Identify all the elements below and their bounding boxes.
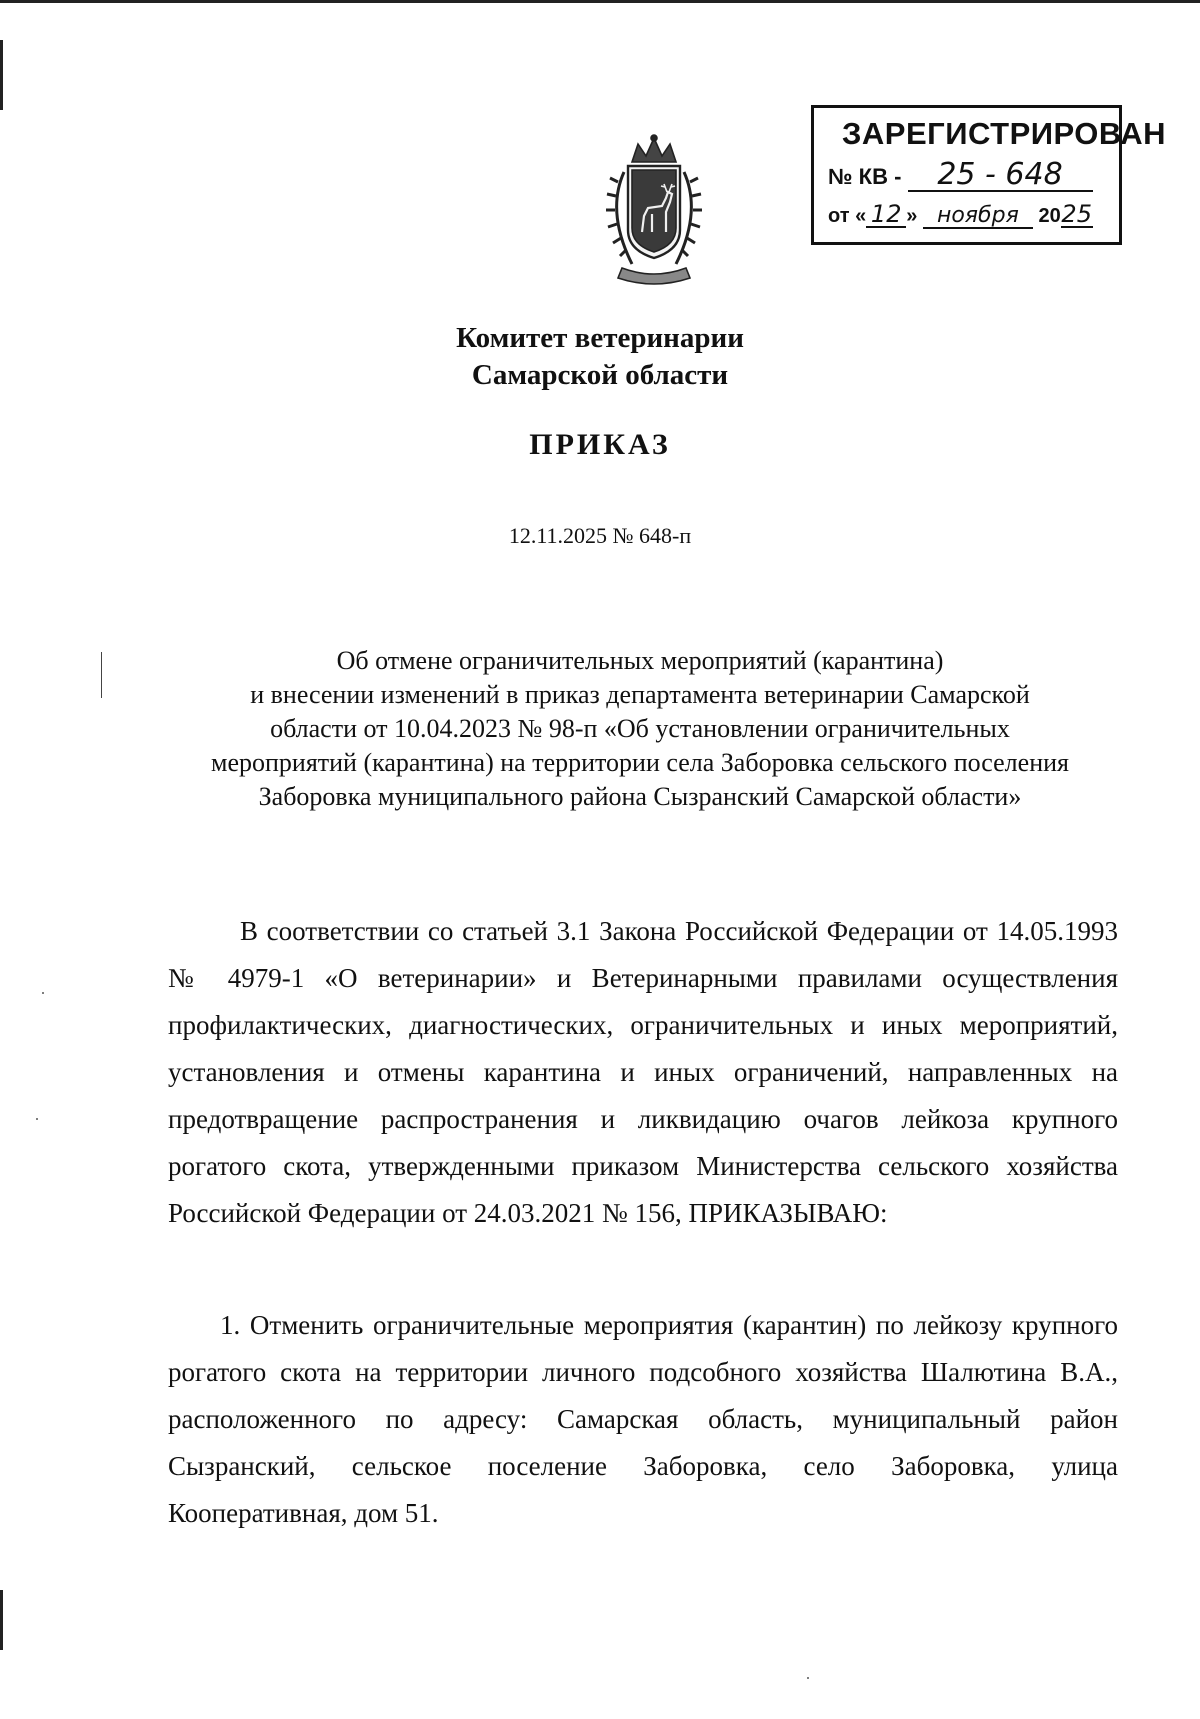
subject-line: Заборовка муниципального района Сызранский Самарской области»	[258, 782, 1022, 811]
scan-mark	[0, 1590, 3, 1650]
scan-dot	[807, 1677, 809, 1679]
document-type: ПРИКАЗ	[529, 428, 671, 461]
document-date-number: 12.11.2025 № 648-п	[508, 523, 692, 548]
stamp-title: ЗАРЕГИСТРИРОВАН	[842, 116, 1167, 151]
organization-name-line1: Комитет ветеринарии	[456, 322, 744, 354]
stamp-number-row	[828, 157, 1093, 192]
stamp-date-year: 25	[1061, 200, 1092, 228]
order-item-1	[168, 1302, 1118, 1537]
scan-dot	[36, 1118, 38, 1120]
stamp-number-handwritten: 25 - 648	[908, 160, 1093, 192]
document-subject	[150, 644, 1130, 814]
subject-line: области от 10.04.2023 № 98-п «Об установлении ограничительных	[270, 714, 1010, 743]
preamble-paragraph	[168, 908, 1118, 1237]
stamp-date-year-prefix: 20	[1038, 205, 1061, 227]
order-item-1-text: 1. Отменить ограничительные мероприятия (карантин) по лейкозу крупного рогатого скота на территории личного подсобного хозяйства Шалютина В.А., расположенного по адресу: Самарская область, муниципальный район Сызранский, сельское поселение Заборовка, село Заборовка, улица Кооперативная, дом 51.	[168, 1310, 1118, 1528]
coat-of-arms-icon	[588, 132, 720, 292]
scan-dot	[42, 992, 44, 994]
stamp-date-row	[828, 202, 1093, 229]
organization-name-line2: Самарской области	[471, 359, 729, 391]
subject-line: Об отмене ограничительных мероприятий (карантина)	[336, 646, 944, 675]
stamp-date-day: 12	[866, 202, 906, 228]
registration-stamp	[811, 105, 1167, 245]
subject-line: мероприятий (карантина) на территории села Заборовка сельского поселения	[211, 748, 1069, 777]
scan-mark	[101, 652, 102, 698]
subject-line: и внесении изменений в приказ департамента ветеринарии Самарской	[250, 680, 1030, 709]
scan-border-top	[0, 0, 1200, 3]
stamp-date-prefix: от «	[828, 205, 867, 227]
scan-mark	[0, 40, 3, 110]
preamble-text: В соответствии со статьей 3.1 Закона Российской Федерации от 14.05.1993 № 4979-1 «О ветеринарии» и Ветеринарными правилами осуществления профилактических, диагностических, ограничительных и иных мероприятий, установления и отмены карантина и иных ограничений, направленных на предотвращение распространения и ликвидацию очагов лейкоза крупного рогатого скота, утвержденными приказом Министерства сельского хозяйства Российской Федерации от 24.03.2021 № 156, ПРИКАЗЫВАЮ:	[168, 916, 1118, 1228]
stamp-number-prefix: № КВ -	[828, 164, 902, 189]
stamp-date-mid: »	[906, 205, 918, 227]
stamp-date-month: ноября	[923, 205, 1033, 229]
